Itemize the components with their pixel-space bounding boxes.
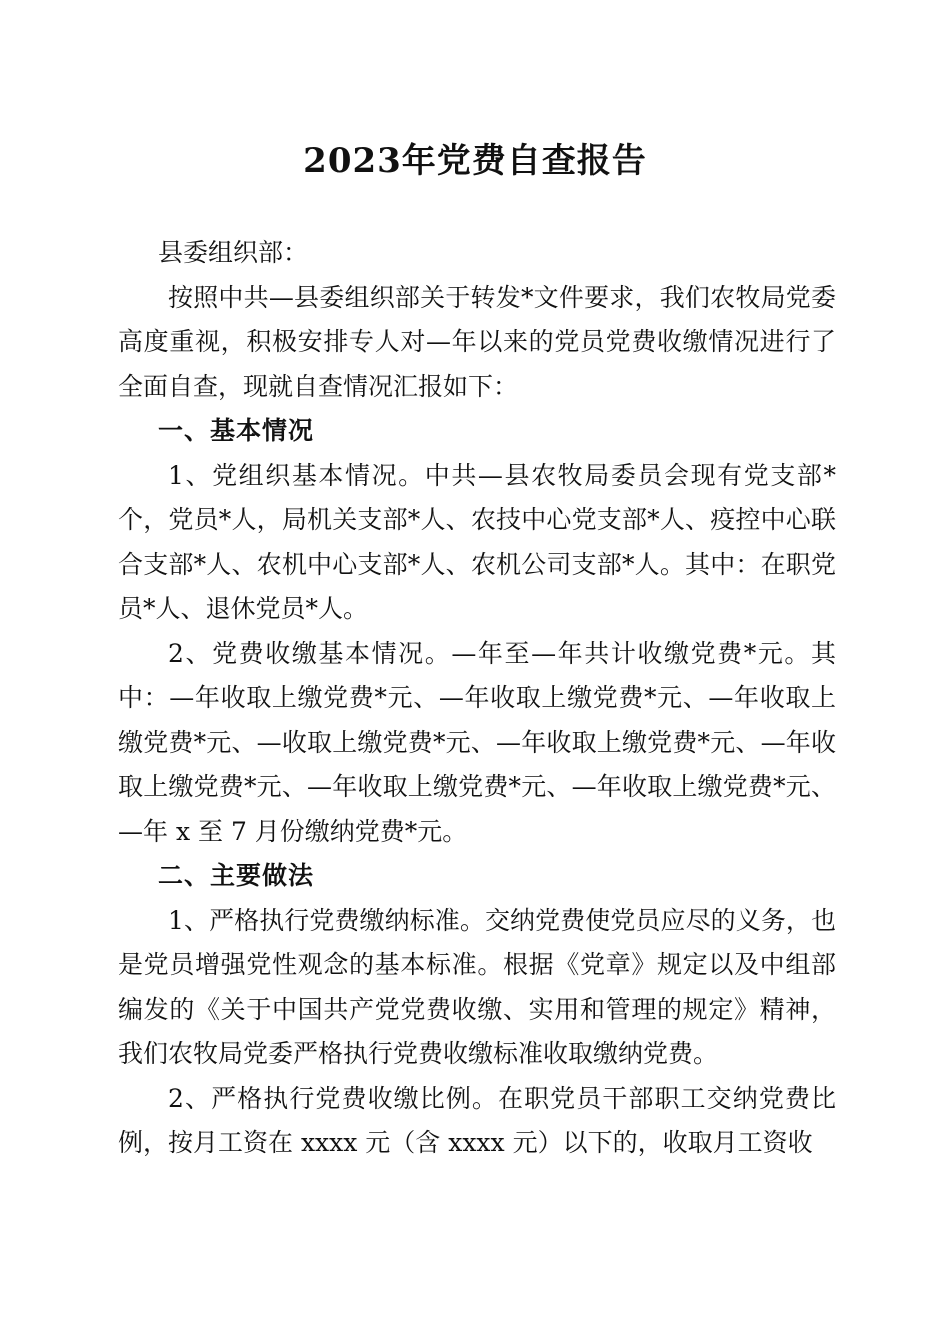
section-heading-main-practices: 二、主要做法 bbox=[158, 861, 315, 890]
document-body bbox=[118, 231, 836, 1166]
paragraph-fee-standard: 1、严格执行党费缴纳标准。交纳党费使党员应尽的义务，也是党员增强党性观念的基本标准。根据《党章》规定以及中组部编发的《关于中国共产党党费收缴、实用和管理的规定》精神，我们农牧局党委严格执行党费收缴标准收取缴纳党费。 bbox=[118, 905, 836, 1068]
salutation: 县委组织部： bbox=[158, 238, 309, 267]
section-heading-basic-situation: 一、基本情况 bbox=[158, 416, 315, 445]
document-title: 2023年党费自查报告 bbox=[303, 141, 647, 181]
paragraph-fee-ratio: 2、严格执行党费收缴比例。在职党员干部职工交纳党费比例，按月工资在 xxxx 元（含 xxxx 元）以下的，收取月工资收 bbox=[118, 1083, 836, 1157]
paragraph-party-organization: 1、党组织基本情况。中共—县农牧局委员会现有党支部*个，党员*人，局机关支部*人、农技中心党支部*人、疫控中心联合支部*人、农机中心支部*人、农机公司支部*人。其中：在职党员*人、退休党员*人。 bbox=[118, 460, 836, 623]
intro-paragraph: 按照中共—县委组织部关于转发*文件要求，我们农牧局党委高度重视，积极安排专人对—年以来的党员党费收缴情况进行了全面自查，现就自查情况汇报如下： bbox=[118, 282, 836, 401]
paragraph-fee-collection: 2、党费收缴基本情况。—年至—年共计收缴党费*元。其中：—年收取上缴党费*元、—年收取上缴党费*元、—年收取上缴党费*元、—收取上缴党费*元、—年收取上缴党费*元、—年收取上缴党费*元、—年收取上缴党费*元、—年收取上缴党费*元、—年 x 至 7 月份缴纳党费*元。 bbox=[118, 638, 836, 846]
